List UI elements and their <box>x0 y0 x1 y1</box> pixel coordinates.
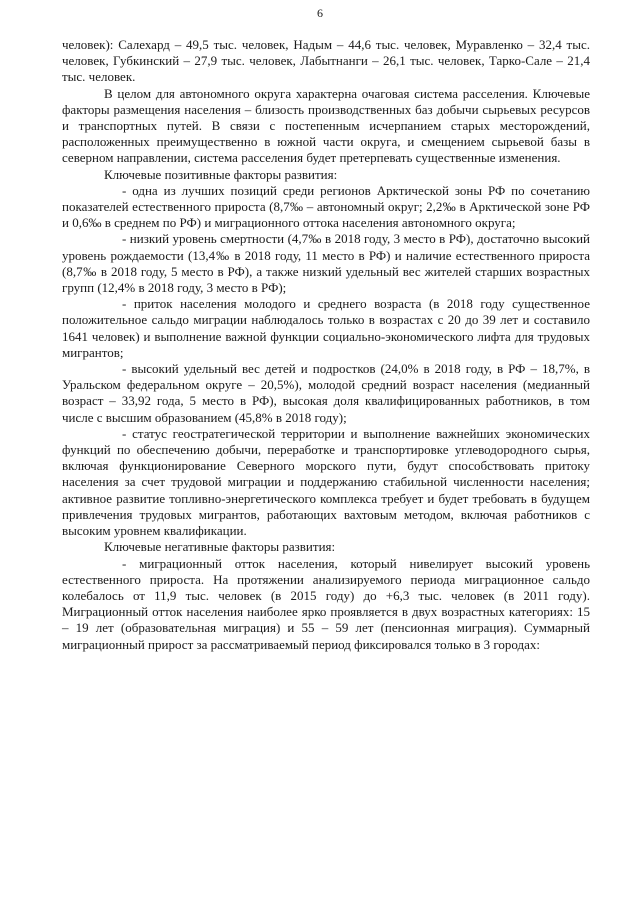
list-item-positive-3: - приток населения молодого и среднего возраста (в 2018 году существенное положительное сальдо миграции наблюдалось только в возрастах с 20 до 39 лет и составило 1641 человек) и выполнение важной функции социально-экономического лифта для трудовых мигрантов; <box>62 296 590 360</box>
list-item-negative-1: - миграционный отток населения, который нивелирует высокий уровень естественного прироста. На протяжении анализируемого периода миграционное сальдо колебалось от 11,9 тыс. человек (в 2015 году) до +6,3 тыс. человек (в 2011 году). Миграционный отток населения наиболее ярко проявляется в двух возрастных категориях: 15 – 19 лет (образовательная миграция) и 55 – 59 лет (пенсионная миграция). Суммарный миграционный прирост за рассматриваемый период фиксировался только в 3 городах: <box>62 555 590 652</box>
paragraph-settlement-system: В целом для автономного округа характерна очаговая система расселения. Ключевые факторы размещения населения – близость производственных баз добычи сырьевых ресурсов и транспортных путей. В связи с постепенным исчерпанием старых месторождений, расположенных преимущественно в южной части округа, и смещением сырьевой базы в северном направлении, система расселения будет претерпевать существенные изменения. <box>62 85 590 166</box>
page-body <box>62 37 590 653</box>
page-number: 6 <box>317 6 323 20</box>
heading-negative-factors: Ключевые негативные факторы развития: <box>104 539 336 555</box>
paragraph-city-populations: человек): Салехард – 49,5 тыс. человек, Надым – 44,6 тыс. человек, Муравленко – 32,4 тыс. человек, Губкинский – 27,9 тыс. человек, Лабытнанги – 26,1 тыс. человек, Тарко-Сале – 21,4 тыс. человек. <box>62 37 590 85</box>
list-item-positive-2: - низкий уровень смертности (4,7‰ в 2018 году, 3 место в РФ), достаточно высокий уровень рождаемости (13,4‰ в 2018 году, 11 место в РФ) и наличие естественного прироста (8,7‰ в 2018 году, 5 место в РФ), а также низкий удельный вес жителей старших возрастных групп (12,4% в 2018 году, 3 место в РФ); <box>62 231 590 296</box>
heading-positive-factors: Ключевые позитивные факторы развития: <box>104 166 338 182</box>
list-item-positive-5: - статус геостратегической территории и выполнение важнейших экономических функций по обеспечению добычи, переработке и транспортировке углеводородного сырья, включая функционирование Северного морского пути, будут способствовать притоку населения за счет трудовой миграции и поддержанию стабильной численности населения; активное развитие топливно-энергетического комплекса требует и будет требовать в будущем привлечения трудовых мигрантов, работающих вахтовым методом, включая работников с высоким уровнем квалификации. <box>62 425 590 539</box>
list-item-positive-4: - высокий удельный вес детей и подростков (24,0% в 2018 году, в РФ – 18,7%, в Уральском федеральном округе – 20,5%), молодой средний возраст населения (медианный возраст – 33,92 года, 5 место в РФ), высокая доля квалифицированных работников, в том числе с высшим образованием (45,8% в 2018 году); <box>62 361 590 425</box>
list-item-positive-1: - одна из лучших позиций среди регионов Арктической зоны РФ по сочетанию показателей естественного прироста (8,7‰ – автономный округ; 2,2‰ в Арктической зоне РФ и 0,6‰ в среднем по РФ) и миграционного оттока населения автономного округа; <box>62 182 590 231</box>
